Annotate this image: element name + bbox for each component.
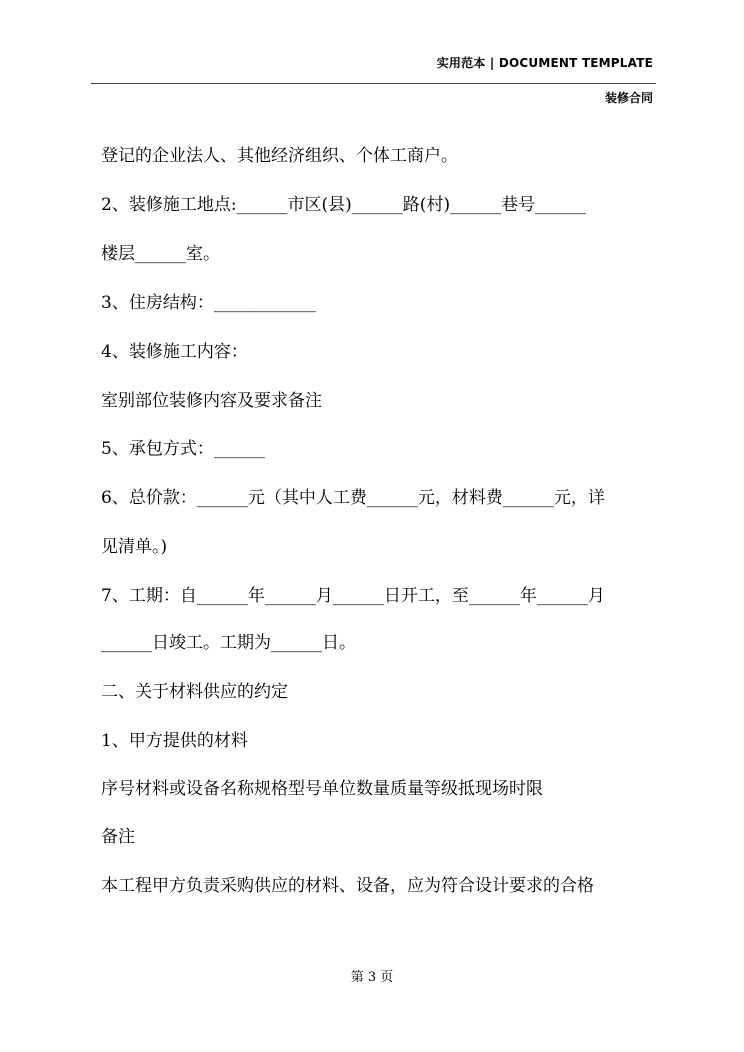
- body-line-3: 楼层______室。: [101, 244, 220, 264]
- body-line-2: 2、装修施工地点:______市区(县)______路(村)______巷号______: [101, 195, 587, 215]
- body-line-12: 二、关于材料供应的约定: [101, 682, 288, 702]
- body-line-14: 序号材料或设备名称规格型号单位数量质量等级抵现场时限: [101, 779, 543, 799]
- body-line-5: 4、装修施工内容：: [101, 342, 248, 362]
- header-divider: [91, 83, 656, 84]
- body-line-4: 3、住房结构：____________: [101, 293, 316, 313]
- body-line-1: 登记的企业法人、其他经济组织、个体工商户。: [101, 146, 458, 166]
- body-line-16: 本工程甲方负责采购供应的材料、设备，应为符合设计要求的合格: [101, 876, 594, 896]
- body-line-10: 7、工期：自______年______月______日开工，至______年______月: [101, 586, 605, 606]
- body-line-11: ______日竣工。工期为______日。: [101, 633, 356, 653]
- body-line-8: 6、总价款：______元（其中人工费______元，材料费______元，详: [101, 488, 605, 508]
- header-title: 实用范本 | DOCUMENT TEMPLATE: [436, 56, 653, 70]
- body-line-9: 见清单。): [101, 537, 168, 557]
- body-line-6: 室别部位装修内容及要求备注: [101, 391, 322, 411]
- body-line-7: 5、承包方式：______: [101, 439, 265, 459]
- body-line-13: 1、甲方提供的材料: [101, 731, 248, 751]
- body-line-15: 备注: [101, 827, 135, 847]
- page-number: 第 3 页: [350, 970, 394, 985]
- header-subtitle: 装修合同: [604, 91, 653, 105]
